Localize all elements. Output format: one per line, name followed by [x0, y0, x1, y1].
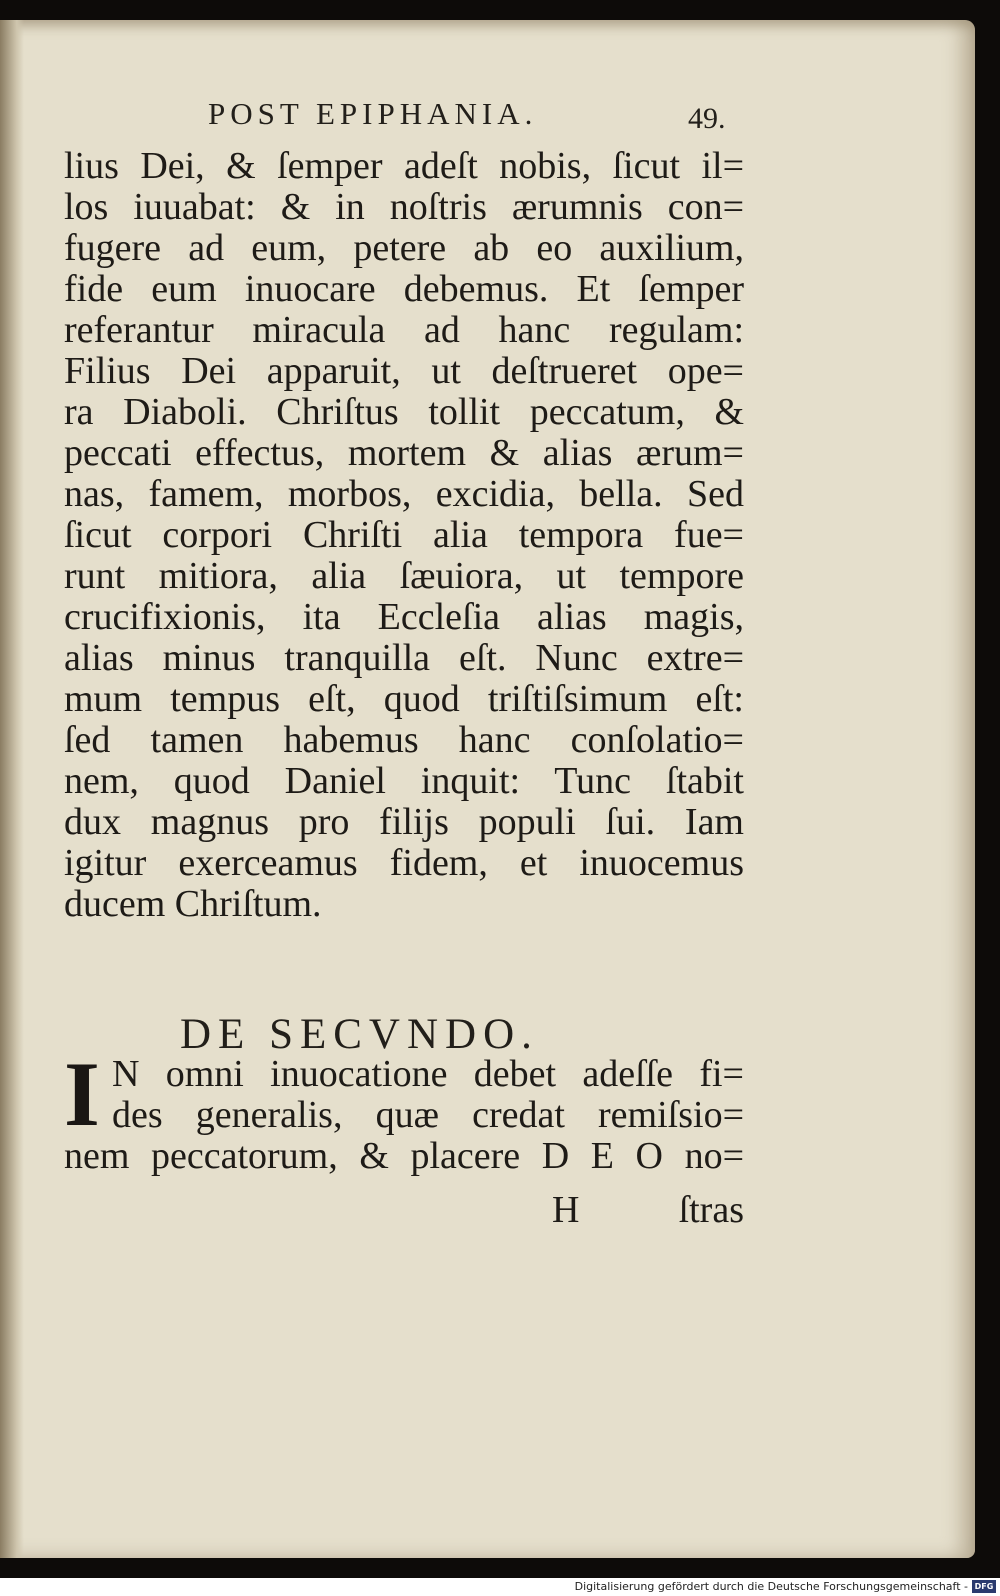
text-line: crucifixionis, ita Eccleſia alias magis,	[64, 596, 744, 638]
text-line: runt mitiora, alia ſæuiora, ut tempore	[64, 555, 744, 597]
text-line: N omni inuocatione debet adeſſe fi=	[112, 1053, 744, 1095]
text-line: referantur miracula ad hanc regulam:	[64, 309, 744, 351]
text-line: lius Dei, & ſemper adeſt nobis, ſicut il=	[64, 145, 744, 187]
digitization-footer	[0, 1578, 1000, 1596]
text-line: nem, quod Daniel inquit: Tunc ſtabit	[64, 760, 744, 802]
text-line: dux magnus pro filijs populi ſui. Iam	[64, 801, 744, 843]
text-line: fide eum inuocare debemus. Et ſemper	[64, 268, 744, 310]
text-line: ſed tamen habemus hanc conſolatio=	[64, 719, 744, 761]
text-line: ducem Chriſtum.	[64, 883, 322, 925]
footer-credit: Digitalisierung gefördert durch die Deutsche Forschungsgemeinschaft -	[574, 1580, 968, 1593]
running-head	[0, 88, 1000, 138]
text-line: los iuuabat: & in noſtris ærumnis con=	[64, 186, 744, 228]
paragraph-2	[64, 1043, 744, 1177]
text-line: ſicut corpori Chriſti alia tempora fue=	[64, 514, 744, 556]
text-line: fugere ad eum, petere ab eo auxilium,	[64, 227, 744, 269]
paragraph-1	[64, 146, 744, 925]
text-line: peccati effectus, mortem & alias ærum=	[64, 432, 744, 474]
text-line: des generalis, quæ credat remiſsio=	[112, 1094, 744, 1136]
drop-initial: I	[64, 1043, 100, 1145]
page-gutter	[0, 20, 24, 1558]
text-line: ra Diaboli. Chriſtus tollit peccatum, &	[64, 391, 744, 433]
text-line: nem peccatorum, & placere D E O no=	[64, 1135, 744, 1177]
catchword: ſtras	[678, 1189, 744, 1231]
running-head-title: POST EPIPHANIA.	[208, 96, 538, 131]
section-heading: DE SECVNDO.	[180, 1011, 539, 1058]
dfg-logo-icon: DFG	[972, 1580, 996, 1593]
page-foot	[64, 1188, 744, 1232]
signature-mark: H	[552, 1189, 580, 1231]
text-line: nas, famem, morbos, excidia, bella. Sed	[64, 473, 744, 515]
page-number: 49.	[688, 102, 726, 135]
text-line: mum tempus eſt, quod triſtiſsimum eſt:	[64, 678, 744, 720]
text-line: igitur exerceamus fidem, et inuocemus	[64, 842, 744, 884]
text-line: Filius Dei apparuit, ut deſtrueret ope=	[64, 350, 744, 392]
text-line: alias minus tranquilla eſt. Nunc extre=	[64, 637, 744, 679]
